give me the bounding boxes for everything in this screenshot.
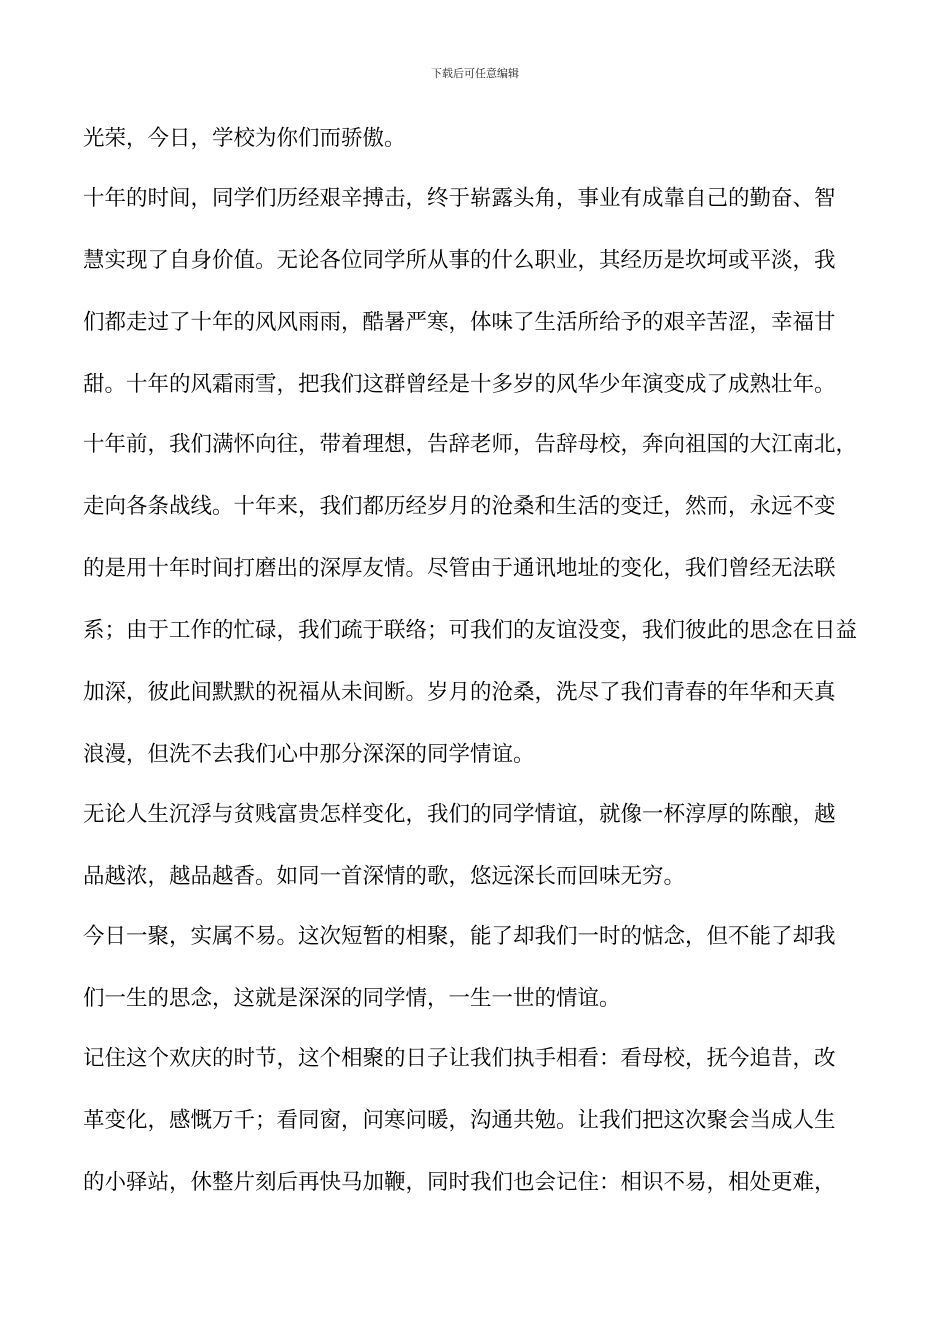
page-header: 下载后可任意编辑 [431,67,519,80]
text-line: 革变化，感慨万千；看同窗，问寒问暖，沟通共勉。让我们把这次聚会当成人生 [83,1108,836,1133]
text-line: 慧实现了自身价值。无论各位同学所从事的什么职业，其经历是坎坷或平淡，我 [83,248,836,273]
text-line: 无论人生沉浮与贫贱富贵怎样变化，我们的同学情谊，就像一杯淳厚的陈酿，越 [83,802,836,827]
document-body [83,119,883,1225]
text-line: 的是用十年时间打磨出的深厚友情。尽管由于通讯地址的变化，我们曾经无法联 [83,556,836,581]
text-line: 十年前，我们满怀向往，带着理想，告辞老师，告辞母校，奔向祖国的大江南北， [83,432,858,457]
text-line: 走向各条战线。十年来，我们都历经岁月的沧桑和生活的变迁，然而，永远不变 [83,494,836,519]
text-line: 们一生的思念，这就是深深的同学情，一生一世的情谊。 [83,986,621,1011]
text-line: 光荣，今日，学校为你们而骄傲。 [83,126,406,151]
text-line: 们都走过了十年的风风雨雨，酷暑严寒，体味了生活所给予的艰辛苦涩，幸福甘 [83,310,836,335]
text-line: 的小驿站，休整片刻后再快马加鞭，同时我们也会记住：相识不易，相处更难， [83,1170,836,1195]
text-line: 今日一聚，实属不易。这次短暂的相聚，能了却我们一时的惦念，但不能了却我 [83,924,836,949]
text-line: 十年的时间，同学们历经艰辛搏击，终于崭露头角，事业有成靠自己的勤奋、智 [83,186,836,211]
text-line: 品越浓，越品越香。如同一首深情的歌，悠远深长而回味无穷。 [83,864,686,889]
text-line: 系；由于工作的忙碌，我们疏于联络；可我们的友谊没变，我们彼此的思念在日益 [83,618,858,643]
text-line: 浪漫，但洗不去我们心中那分深深的同学情谊。 [83,742,535,767]
text-line: 甜。十年的风霜雨雪，把我们这群曾经是十多岁的风华少年演变成了成熟壮年。 [83,372,836,397]
text-line: 记住这个欢庆的时节，这个相聚的日子让我们执手相看：看母校，抚今追昔，改 [83,1046,836,1071]
text-line: 加深，彼此间默默的祝福从未间断。岁月的沧桑，洗尽了我们青春的年华和天真 [83,680,836,705]
